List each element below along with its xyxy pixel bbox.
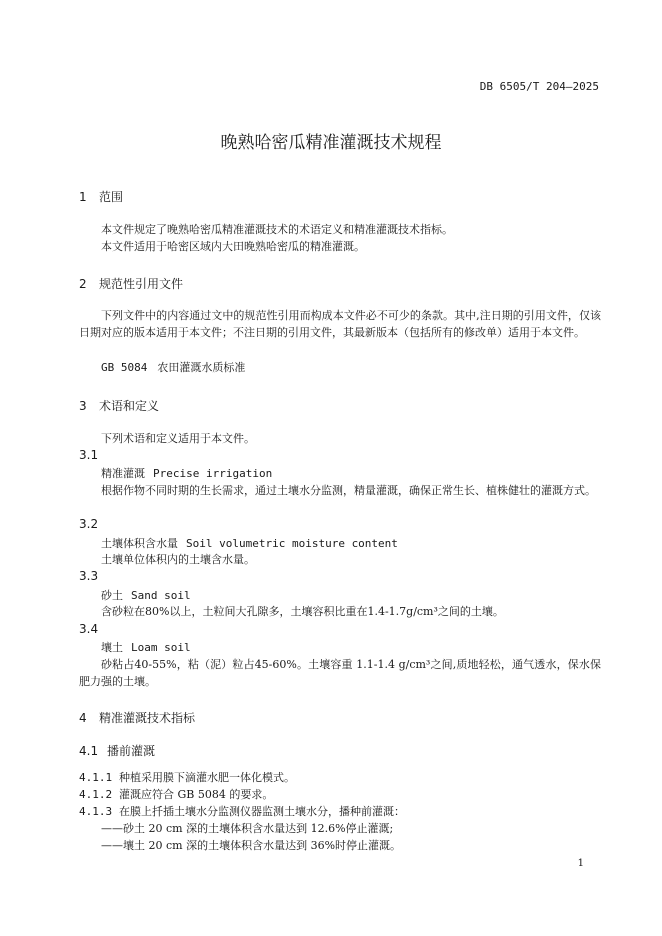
section-title: 规范性引用文件 xyxy=(99,277,184,291)
term-definition: 砂粘占40-55%，粘（泥）粒占45-60%。土壤容重 1.1-1.4 g/cm³之间,质地轻松，通气透水，保水保肥力强的土壤。 xyxy=(79,658,601,688)
term-definition: 含砂粒在80%以上，土粒间大孔隙多，土壤容积比重在1.4-1.7g/cm³之间的土壤。 xyxy=(101,605,504,618)
section-number: 3 xyxy=(79,399,87,413)
term-number: 3.2 xyxy=(79,517,99,531)
clause-number: 4.1.3 xyxy=(79,805,113,818)
page-number: 1 xyxy=(577,858,584,869)
section-number: 4 xyxy=(79,711,87,725)
clause xyxy=(79,769,295,785)
term-zh: 精准灌溉 xyxy=(101,467,145,480)
clause-number: 4.1.1 xyxy=(79,771,113,784)
subsection-number: 4.1 xyxy=(79,744,99,758)
subsection-heading xyxy=(79,742,155,759)
term-number: 3.4 xyxy=(79,622,99,636)
term-number: 3.3 xyxy=(79,569,99,583)
term-definition: 根据作物不同时期的生长需求，通过土壤水分监测，精量灌溉，确保正常生长、植株健壮的灌溉方式。 xyxy=(101,484,596,497)
clause xyxy=(79,803,405,819)
section-4-heading xyxy=(79,709,195,726)
list-item: ——砂土 20 cm 深的土壤体积含水量达到 12.6%停止灌溉; xyxy=(101,822,394,835)
term-definition: 土壤单位体积内的土壤含水量。 xyxy=(101,553,255,566)
term-name xyxy=(101,535,398,551)
section-number: 2 xyxy=(79,277,87,291)
section-3-heading xyxy=(79,397,159,414)
document-number: DB 6505/T 204—2025 xyxy=(479,80,599,93)
section-title: 术语和定义 xyxy=(99,399,160,413)
paragraph: 本文件适用于哈密区域内大田晚熟哈密瓜的精准灌溉。 xyxy=(101,240,365,253)
section-2-heading xyxy=(79,275,183,292)
term-en: Loam soil xyxy=(131,641,191,654)
section-1-heading xyxy=(79,188,123,205)
section-title: 范围 xyxy=(99,190,124,204)
document-title: 晚熟哈密瓜精准灌溉技术规程 xyxy=(220,133,442,153)
term-name xyxy=(101,639,191,655)
term-zh: 壤土 xyxy=(101,641,123,654)
paragraph: 本文件规定了晚熟哈密瓜精准灌溉技术的术语定义和精准灌溉技术指标。 xyxy=(101,223,453,236)
reference-title: 农田灌溉水质标准 xyxy=(157,361,246,374)
term-en: Precise irrigation xyxy=(153,467,273,480)
clause-number: 4.1.2 xyxy=(79,788,113,801)
clause xyxy=(79,786,273,802)
subsection-title: 播前灌溉 xyxy=(107,744,156,758)
term-name xyxy=(101,465,272,481)
paragraph: 下列术语和定义适用于本文件。 xyxy=(101,432,255,445)
section-title: 精准灌溉技术指标 xyxy=(99,711,196,725)
section-number: 1 xyxy=(79,190,87,204)
clause-text: 在膜上扦插土壤水分监测仪器监测土壤水分，播种前灌溉： xyxy=(119,805,405,818)
term-en: Soil volumetric moisture content xyxy=(186,537,398,550)
normative-reference xyxy=(79,359,601,376)
paragraph: 下列文件中的内容通过文中的规范性引用而构成本文件必不可少的条款。其中,注日期的引用文件，仅该日期对应的版本适用于本文件；不注日期的引用文件，其最新版本（包括所有的修改单）适用于本文件。 xyxy=(79,309,601,339)
list-item: ——壤土 20 cm 深的土壤体积含水量达到 36%时停止灌溉。 xyxy=(101,839,402,852)
term-zh: 土壤体积含水量 xyxy=(101,537,178,550)
term-en: Sand soil xyxy=(131,589,191,602)
term-number: 3.1 xyxy=(79,448,99,462)
clause-text: 灌溉应符合 GB 5084 的要求。 xyxy=(119,788,274,801)
clause-text: 种植采用膜下滴灌水肥一体化模式。 xyxy=(119,771,295,784)
term-name xyxy=(101,587,191,603)
reference-code: GB 5084 xyxy=(101,361,148,374)
term-zh: 砂土 xyxy=(101,589,123,602)
